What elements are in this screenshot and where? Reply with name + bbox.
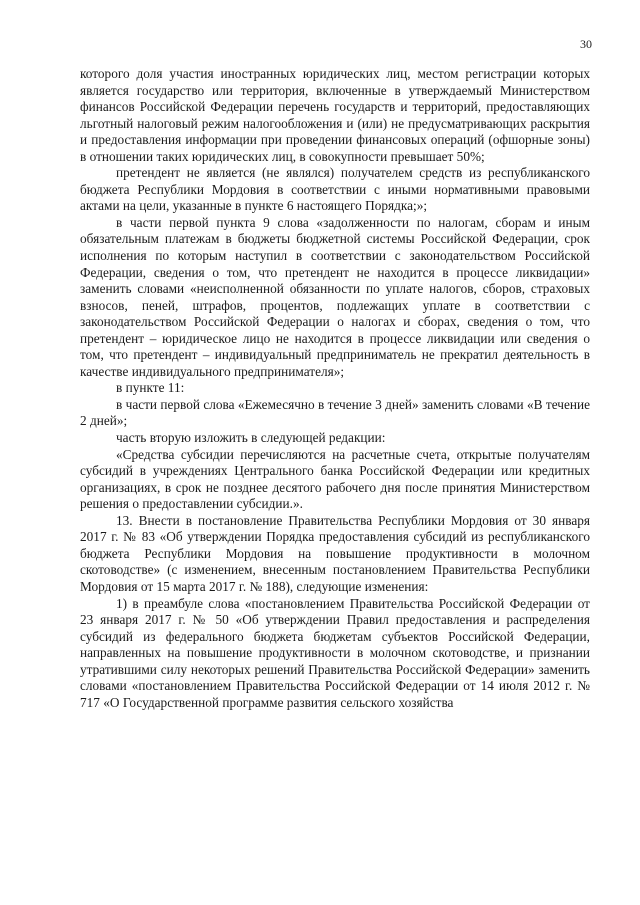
paragraph-section-13: 13. Внести в постановление Правительства Республики Мордовия от 30 января 2017 г. № 83 «Об утверждении Порядка предоставления субсидий из республиканского бюджета Республики Мордовия на повышение продуктивности в молочном скотоводстве» (с изменением, внесенным постановлением Правительства Республики Мордовия от 15 марта 2017 г. № 188), следующие изменения: (80, 512, 590, 594)
paragraph-item-11-part-1: в части первой слова «Ежемесячно в течение 3 дней» заменить словами «В течение 2 дней»; (80, 396, 590, 429)
paragraph-item-9-amendment: в части первой пункта 9 слова «задолженности по налогам, сборам и иным обязательным платежам в бюджеты бюджетной системы Российской Федерации, срок исполнения по которым наступил в соответствии с законодательством Российской Федерации, сведения о том, что претендент не находится в процессе ликвидации» заменить словами «неисполненной обязанности по уплате налогов, сборов, страховых взносов, пеней, штрафов, процентов, подлежащих уплате в соответствии с законодательством Российской Федерации о налогах и сборах, сведения о том, что претендент – юридическое лицо не находится в процессе ликвидации или сведения о том, что претендент – индивидуальный предприниматель не прекратил деятельность в качестве индивидуального предпринимателя»; (80, 214, 590, 379)
paragraph-subsidy-transfer-quote: «Средства субсидии перечисляются на расчетные счета, открытые получателям субсидий в учреждениях Центрального банка Российской Федерации или кредитных организациях, в срок не позднее десятого рабочего дня после принятия Министерством решения о предоставлении субсидии.». (80, 446, 590, 512)
paragraph-item-11-part-2: часть вторую изложить в следующей редакции: (116, 430, 386, 446)
page-number: 30 (580, 37, 592, 51)
paragraph-not-recipient: претендент не является (не являлся) получателем средств из республиканского бюджета Республики Мордовия в соответствии с иными нормативными правовыми актами на цели, указанные в пункте 6 настоящего Порядка;»; (80, 165, 590, 214)
document-body (80, 66, 590, 711)
paragraph-offshore-clause: которого доля участия иностранных юридических лиц, местом регистрации которых является государство или территория, включенные в утверждаемый Министерством финансов Российской Федерации перечень государств и территорий, предоставляющих льготный налоговый режим налогообложения и (или) не предусматривающих раскрытия и предоставления информации при проведении финансовых операций (офшорные зоны) в отношении таких юридических лиц, в совокупности превышает 50%; (80, 66, 590, 164)
paragraph-section-13-item-1: 1) в преамбуле слова «постановлением Правительства Российской Федерации от 23 января 2017 г. № 50 «Об утверждении Правил предоставления и распределения субсидий из федерального бюджета бюджетам субъектов Российской Федерации, направленных на повышение продуктивности в молочном скотоводстве, и признании утратившими силу некоторых решений Правительства Российской Федерации» заменить словами «постановлением Правительства Российской Федерации от 14 июля 2012 г. № 717 «О Государственной программе развития сельского хозяйства (80, 595, 590, 710)
paragraph-item-11-heading: в пункте 11: (116, 380, 185, 396)
